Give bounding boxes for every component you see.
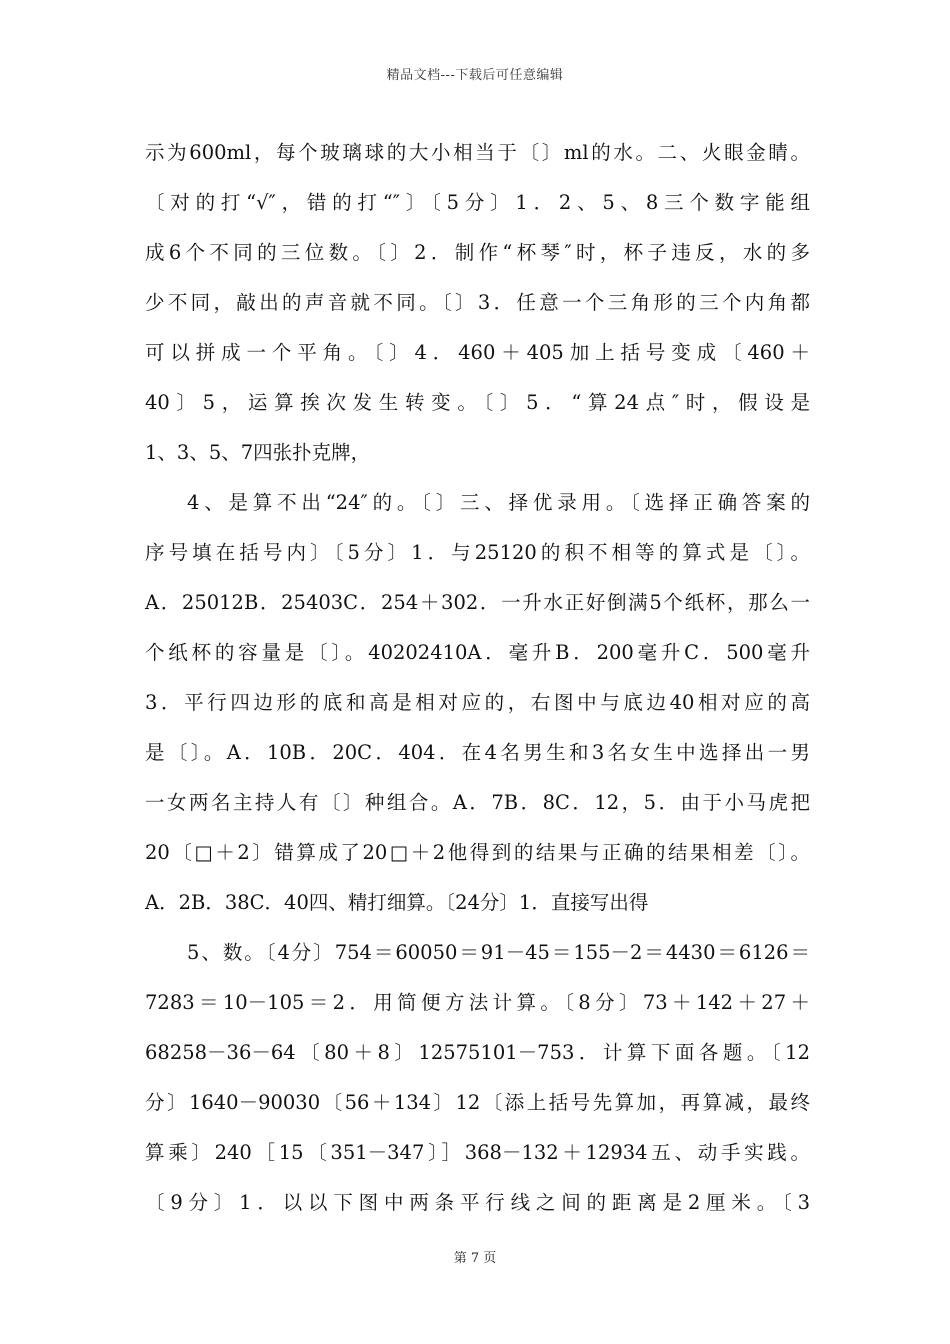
text-line-8: 4、是算不出“24″的。〔〕三、择优录用。〔选择正确答案的 [187, 491, 810, 514]
page-number: 第 7 页 [453, 1251, 497, 1266]
text-line-16: A．2B．38C．40四、精打细算。〔24分〕1．直接写出得 [145, 891, 649, 914]
text-line-19: 68258－36－64〔80＋8〕12575101－753．计算下面各题。〔12 [145, 1041, 810, 1064]
page-header: 精品文档---下载后可任意编辑 [386, 68, 564, 83]
text-line-10: A．25012B．25403C．254＋302．一升水正好倒满5个纸杯，那么一 [145, 591, 810, 614]
text-line-9: 序号填在括号内〕〔5分〕1．与25120的积不相等的算式是〔〕。 [145, 541, 810, 564]
text-line-3: 成6个不同的三位数。〔〕2．制作“杯琴″时，杯子违反，水的多 [145, 241, 810, 264]
text-line-15: 20〔□＋2〕错算成了20□＋2他得到的结果与正确的结果相差〔〕。 [145, 841, 810, 864]
text-line-2: 〔对的打“√″，错的打“″〕〔5分〕1．2、5、8三个数字能组 [145, 191, 810, 214]
text-line-6: 40〕5，运算挨次发生转变。〔〕5．“算24点″时，假设是 [145, 391, 810, 414]
text-line-4: 少不同，敲出的声音就不同。〔〕3．任意一个三角形的三个内角都 [145, 291, 810, 314]
text-line-14: 一女两名主持人有〔〕种组合。A．7B．8C．12，5．由于小马虎把 [145, 791, 810, 814]
text-line-7: 1、3、5、7四张扑克牌， [145, 441, 371, 464]
text-line-5: 可以拼成一个平角。〔〕4．460＋405加上括号变成〔460＋ [145, 341, 810, 364]
text-line-17: 5、数。〔4分〕754＝60050＝91－45＝155－2＝4430＝6126＝ [187, 941, 810, 964]
document-body [145, 128, 810, 1228]
text-line-18: 7283＝10－105＝2．用简便方法计算。〔8分〕73＋142＋27＋ [145, 991, 810, 1014]
text-line-12: 3．平行四边形的底和高是相对应的，右图中与底边40相对应的高 [145, 691, 810, 714]
text-line-22: 〔9分〕1．以以下图中两条平行线之间的距离是2厘米。〔3 [145, 1191, 810, 1214]
text-line-13: 是〔〕。A．10B．20C．404．在4名男生和3名女生中选择出一男 [145, 741, 810, 764]
text-line-21: 算乘〕240［15〔351－347〕］368－132＋12934五、动手实践。 [145, 1141, 810, 1164]
text-line-11: 个纸杯的容量是〔〕。40202410A．毫升B．200毫升C．500毫升 [145, 641, 810, 664]
text-line-1: 示为600ml，每个玻璃球的大小相当于〔〕ml的水。二、火眼金睛。 [145, 141, 810, 164]
text-line-20: 分〕1640－90030〔56＋134〕12〔添上括号先算加，再算减，最终 [145, 1091, 810, 1114]
